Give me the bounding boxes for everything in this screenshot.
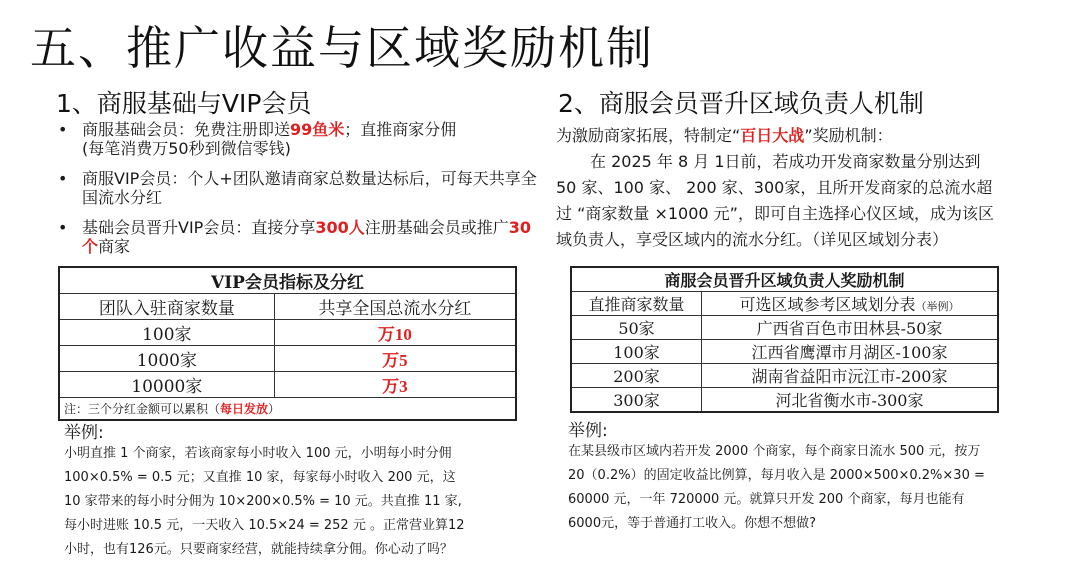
table-header — [702, 292, 998, 316]
bullet-text: 注册基础会员或推广 — [364, 218, 509, 237]
example-line: 每小时进账 10.5 元，一天收入 10.5×24 = 252 元 。正常营业算12 — [64, 518, 465, 533]
bullet-text: 商服基础会员：免费注册即送 — [82, 120, 291, 139]
intro-text: 为激励商家拓展，特制定“ — [556, 126, 741, 145]
section2-intro — [556, 123, 1056, 253]
bullet-basic-member — [58, 120, 538, 158]
table-row — [571, 316, 998, 340]
bullet-upgrade — [58, 218, 538, 256]
highlight: 30个 — [82, 218, 532, 256]
table-cell: 200家 — [571, 364, 702, 388]
table-cell: 江西省鹰潭市月湖区-100家 — [702, 340, 998, 364]
example-line: 6000元，等于普通打工收入。你想不想做? — [568, 516, 816, 531]
table-cell: 50家 — [571, 316, 702, 340]
intro-line — [556, 123, 1056, 149]
example-line: 60000 元，一年 720000 元。就算只开发 200 个商家，每月也能有 — [568, 492, 965, 507]
table-cell: 万5 — [274, 346, 516, 372]
table-header: 直推商家数量 — [571, 292, 702, 316]
region-table — [570, 266, 999, 413]
table-cell: 300家 — [571, 388, 702, 413]
note-highlight: 每日发放 — [220, 401, 269, 416]
header-note: （举例） — [915, 300, 960, 313]
table-cell: 湖南省益阳市沅江市-200家 — [702, 364, 998, 388]
table-cell: 100家 — [571, 340, 702, 364]
table-caption: 商服会员晋升区域负责人奖励机制 — [571, 267, 998, 292]
table-row — [59, 346, 516, 372]
bullet-vip-member — [58, 169, 538, 207]
bullet-text: ；直推商家分佣 — [344, 120, 457, 139]
example-line: 100×0.5% = 0.5 元；又直推 10 家，每家每小时收入 200 元，这 — [64, 470, 456, 485]
section1-bullets — [58, 120, 538, 267]
intro-line: 域负责人，享受区域内的流水分红。（详见区域划分表） — [556, 230, 949, 249]
table-caption: VIP会员指标及分红 — [59, 267, 516, 294]
section2-title: 2、商服会员晋升区域负责人机制 — [558, 89, 924, 118]
example1-body — [64, 442, 504, 562]
intro-text: ”奖励机制： — [804, 126, 893, 145]
table-note — [59, 398, 516, 420]
bullet-text: 商服VIP会员：个人+团队邀请商家总数量达标后，可每天共享全国流水分红 — [82, 169, 537, 207]
highlight: 百日大战 — [740, 126, 805, 145]
vip-table — [58, 266, 517, 421]
highlight: 300人 — [315, 218, 365, 237]
table-header: 团队入驻商家数量 — [59, 294, 274, 320]
example-line: 小明直推 1 个商家，若该商家每小时收入 100 元，小明每小时分佣 — [64, 446, 452, 461]
intro-line: 50 家、100 家、 200 家、300家，且所开发商家的总流水超 — [556, 178, 993, 197]
table-row — [571, 364, 998, 388]
example-line: 20（0.2%）的固定收益比例算，每月收入是 2000×500×0.2%×30 = — [568, 468, 985, 483]
table-cell: 万3 — [274, 372, 516, 398]
example-line: 在某县级市区域内若开发 2000 个商家，每个商家日流水 500 元，按万 — [568, 444, 981, 459]
example2-title: 举例: — [568, 421, 608, 441]
bullet-text: 商家 — [98, 237, 131, 256]
intro-line: 在 2025 年 8 月 1日前，若成功开发商家数量分别达到 — [590, 152, 981, 171]
example-line: 10 家带来的每小时分佣为 10×200×0.5% = 10 元。共直推 11 家, — [64, 494, 462, 509]
table-cell: 100家 — [59, 320, 274, 346]
example2-body — [568, 440, 1038, 536]
note-text: 注：三个分红金额可以累积（ — [64, 401, 221, 416]
table-cell: 万10 — [274, 320, 516, 346]
header-text: 可选区域参考区域划分表 — [739, 295, 916, 314]
example1-title: 举例: — [64, 423, 104, 443]
section1-title: 1、商服基础与VIP会员 — [56, 89, 312, 118]
table-row — [571, 340, 998, 364]
table-row — [59, 372, 516, 398]
table-cell: 广西省百色市田林县-50家 — [702, 316, 998, 340]
bullet-text: (每笔消费万50秒到微信零钱) — [82, 139, 291, 158]
highlight: 99鱼米 — [290, 120, 345, 139]
table-header: 共享全国总流水分红 — [274, 294, 516, 320]
table-cell: 10000家 — [59, 372, 274, 398]
table-cell: 1000家 — [59, 346, 274, 372]
bullet-text: 基础会员晋升VIP会员：直接分享 — [82, 218, 316, 237]
table-cell: 河北省衡水市-300家 — [702, 388, 998, 413]
page-title: 五、推广收益与区域奖励机制 — [30, 21, 654, 75]
table-row — [571, 388, 998, 413]
intro-line: 过 “商家数量 ×1000 元”，即可自主选择心仪区域，成为该区 — [556, 204, 994, 223]
note-text: ） — [268, 401, 281, 416]
example-line: 小时，也有126元。只要商家经营，就能持续拿分佣。你心动了吗？ — [64, 542, 453, 557]
table-row — [59, 320, 516, 346]
